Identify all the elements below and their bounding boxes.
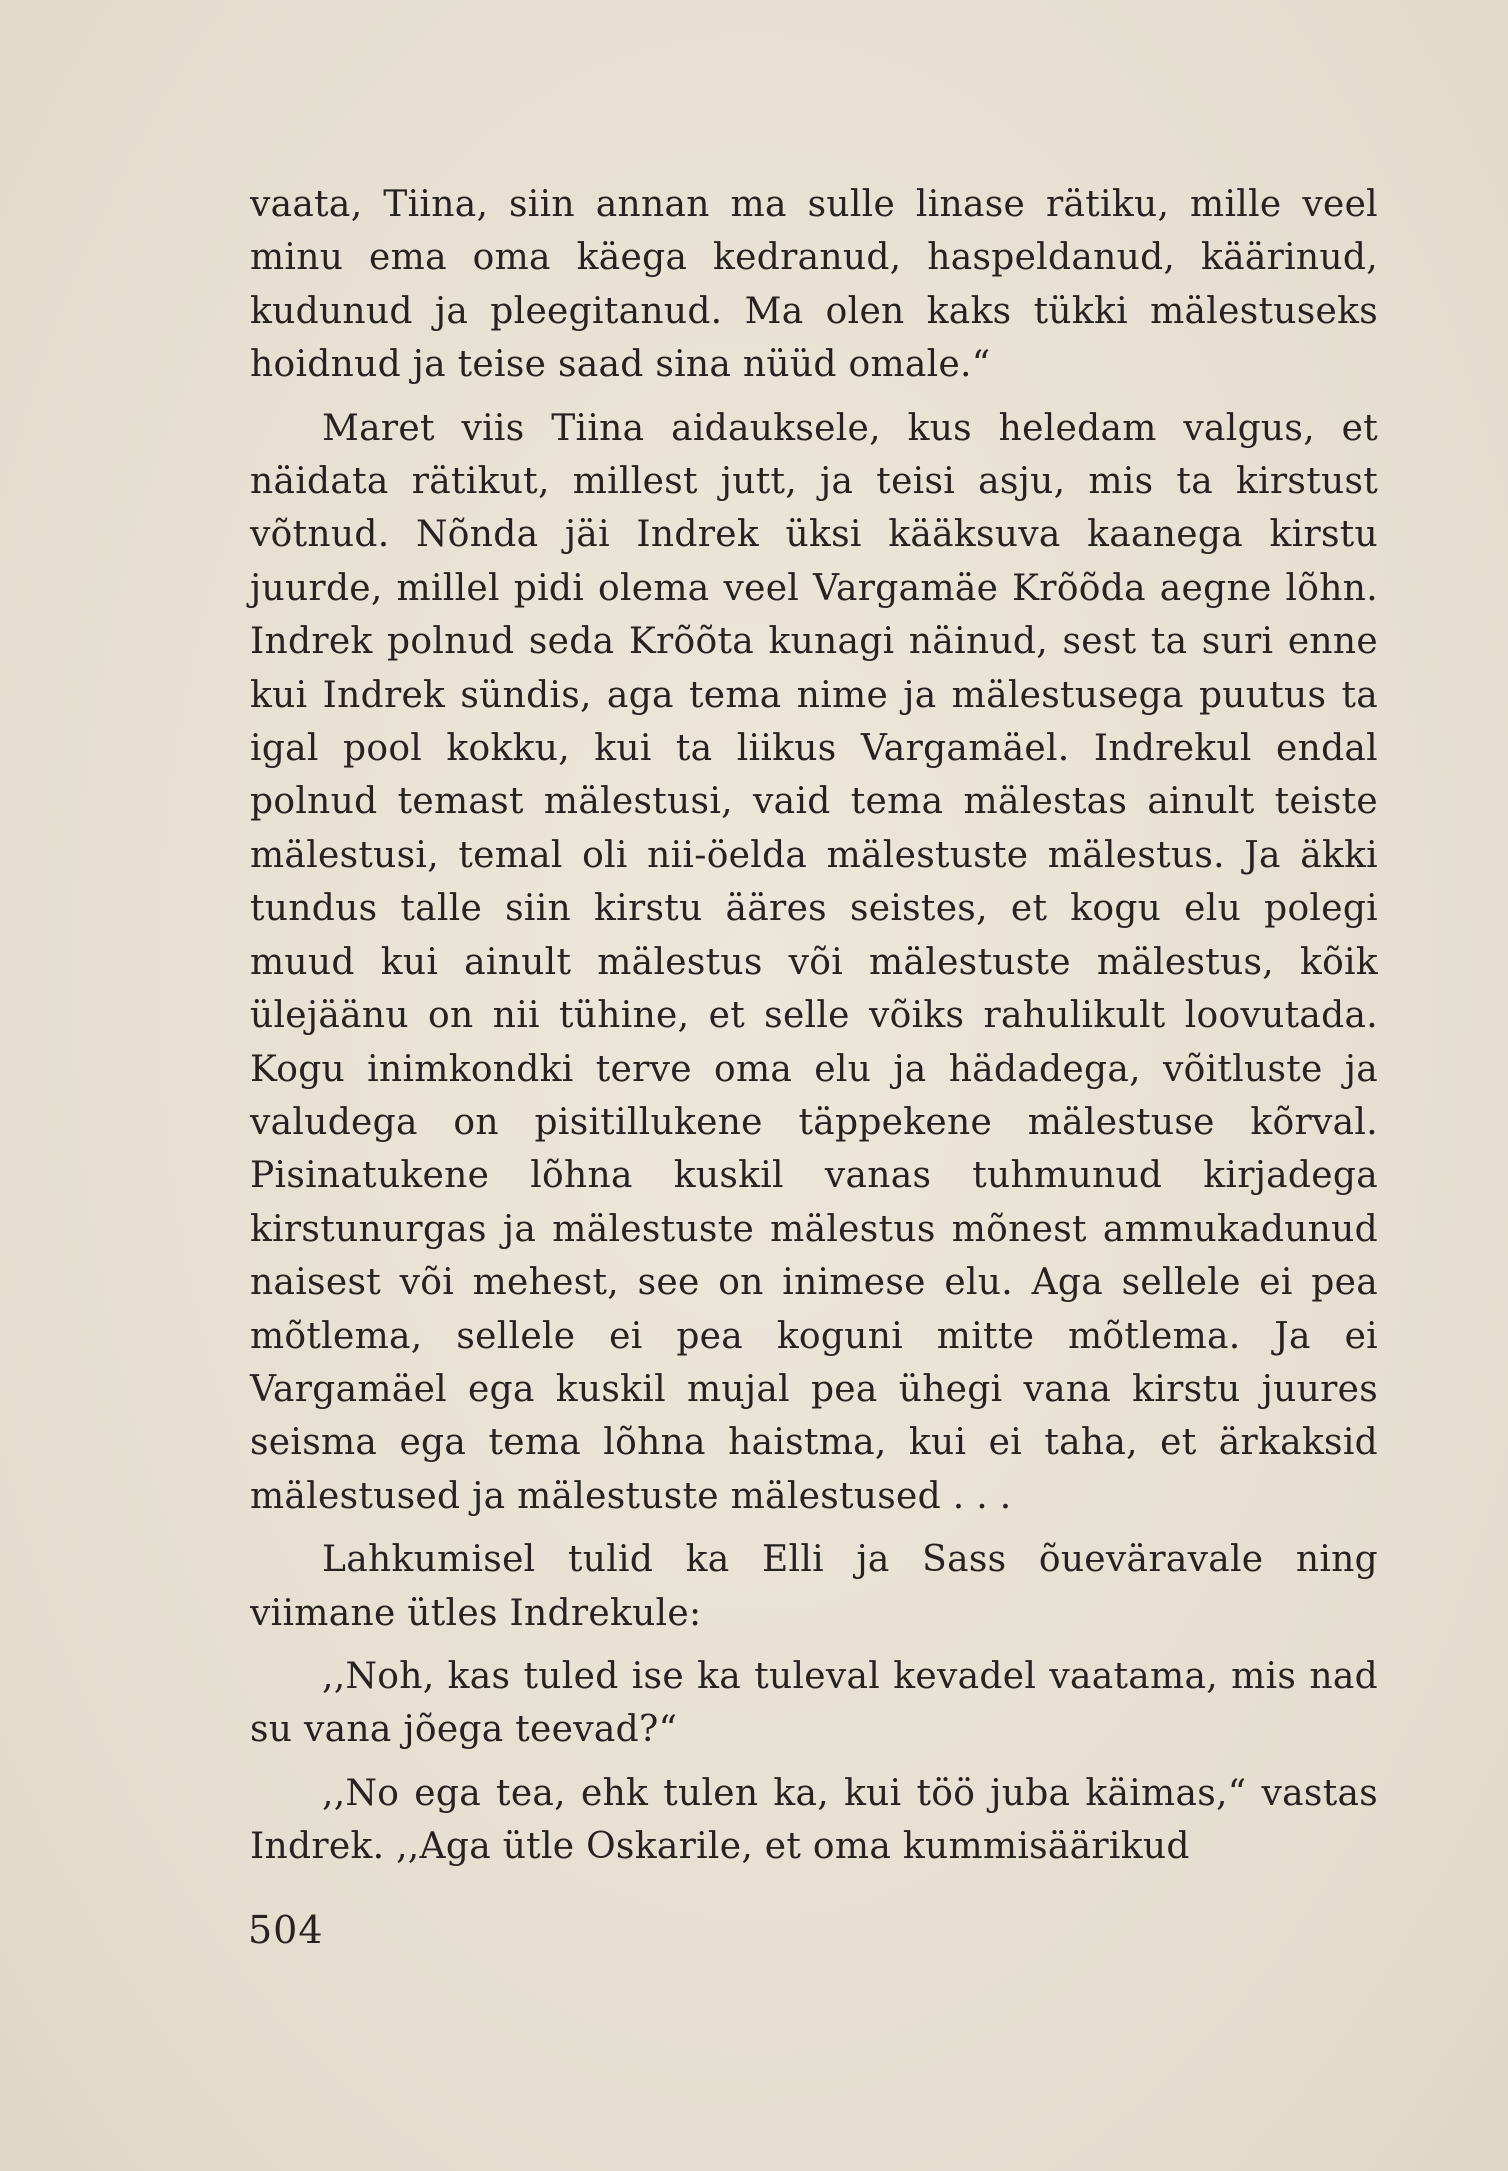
page-text xyxy=(250,178,1378,1874)
paragraph-3: Lahkumisel tulid ka Elli ja Sass õueväravale ning viimane ütles Indrekule: xyxy=(250,1539,1378,1634)
paragraph-4: ,,Noh, kas tuled ise ka tuleval kevadel vaatama, mis nad su vana jõega teevad?“ xyxy=(250,1655,1378,1751)
paragraph-1: vaata, Tiina, siin annan ma sulle linase rätiku, mille veel minu ema oma käega kedranud, haspeldanud, käärinud, kudunud ja pleegitanud. Ma olen kaks tükki mälestuseks hoidnud ja teise saad sina nüüd omale.“ xyxy=(250,184,1378,386)
paragraph-5: ,,No ega tea, ehk tulen ka, kui töö juba käimas,“ vastas Indrek. ,,Aga ütle Oskarile, et oma kummisäärikud xyxy=(250,1772,1378,1868)
page-number: 504 xyxy=(248,1908,324,1952)
paragraph-2: Maret viis Tiina aidauksele, kus heledam valgus, et näidata rätikut, millest jutt, ja teisi asju, mis ta kirstust võtnud. Nõnda jäi Indrek üksi kääksuva kaanega kirstu juurde, millel pidi olema veel Vargamäe Krõõda aegne lõhn. Indrek polnud seda Krõõta kunagi näinud, sest ta suri enne kui Indrek sündis, aga tema nime ja mälestusega puutus ta igal pool kokku, kui ta liikus Vargamäel. Indrekul endal polnud temast mälestusi, vaid tema mälestas ainult teiste mälestusi, temal oli nii-öelda mälestuste mälestus. Ja äkki tundus talle siin kirstu ääres seistes, et kogu elu polegi muud kui ainult mälestus või mälestuste mälestus, kõik ülejäänu on nii tühine, et selle võiks rahulikult loovutada. Kogu inimkondki terve oma elu ja hädadega, võitluste ja valudega on pisitillukene täppekene mälestuse kõrval. Pisinatukene lõhna kuskil vanas tuhmunud kirjadega kirstunurgas ja mälestuste mälestus mõnest ammukadunud naisest või mehest, see on inimese elu. Aga sellele ei pea mõtlema, sellele ei pea koguni mitte mõtlema. Ja ei Vargamäel ega kuskil mujal pea ühegi vana kirstu juures seisma ega tema lõhna haistma, kui ei taha, et ärkaksid mälestused ja mälestuste mälestused . . . xyxy=(250,407,1378,1517)
